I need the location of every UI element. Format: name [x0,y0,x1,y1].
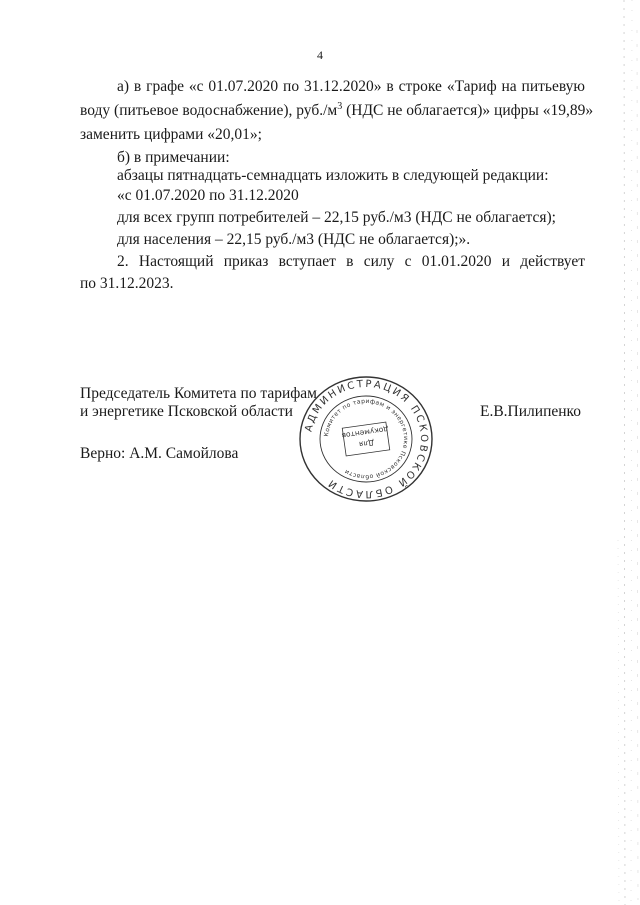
stamp-outer-text: АДМИНИСТРАЦИЯ ПСКОВСКОЙ ОБЛАСТИ [303,378,430,500]
signer-name: Е.В.Пилипенко [480,403,582,420]
item-a-line-3: заменить цифрами «20,01»; [80,126,262,143]
stamp-center-line-1: Для [358,437,375,449]
page-number: 4 [317,48,323,62]
item-b-heading: б) в примечании: [117,149,230,166]
signer-position-line-2: и энергетике Псковской области [80,403,293,420]
item-a-line-2-start: воду (питьевое водоснабжение), руб./м [80,102,338,119]
official-stamp [297,375,435,503]
stamp-inner-text: Комитет по тарифам и энергетике Псковской области [323,397,410,481]
item-b-line-4: для населения – 22,15 руб./м3 (НДС не облагается);». [117,231,471,248]
signer-position-line-1: Председатель Комитета по тарифам [80,385,317,402]
item-a-line-1: а) в графе «с 01.07.2020 по 31.12.2020» в строке «Тариф на питьевую [117,78,585,95]
cubic-superscript: 3 [337,101,343,112]
item-2-line-1: 2. Настоящий приказ вступает в силу с 01.01.2020 и действует [117,253,585,270]
item-a-line-2-end: (НДС не облагается)» цифры «19,89» [342,102,594,119]
item-b-line-3: для всех групп потребителей – 22,15 руб./м3 (НДС не облагается); [117,209,556,226]
item-b-line-2: «с 01.07.2020 по 31.12.2020 [117,187,299,204]
item-2-line-2: по 31.12.2023. [80,275,174,292]
item-a-line-2 [80,101,594,121]
scan-edge-noise [612,0,640,905]
verified-by: Верно: А.М. Самойлова [80,445,239,462]
item-b-line-1: абзацы пятнадцать-семнадцать изложить в следующей редакции: [117,167,549,184]
stamp-center-line-2: документов [341,424,390,441]
